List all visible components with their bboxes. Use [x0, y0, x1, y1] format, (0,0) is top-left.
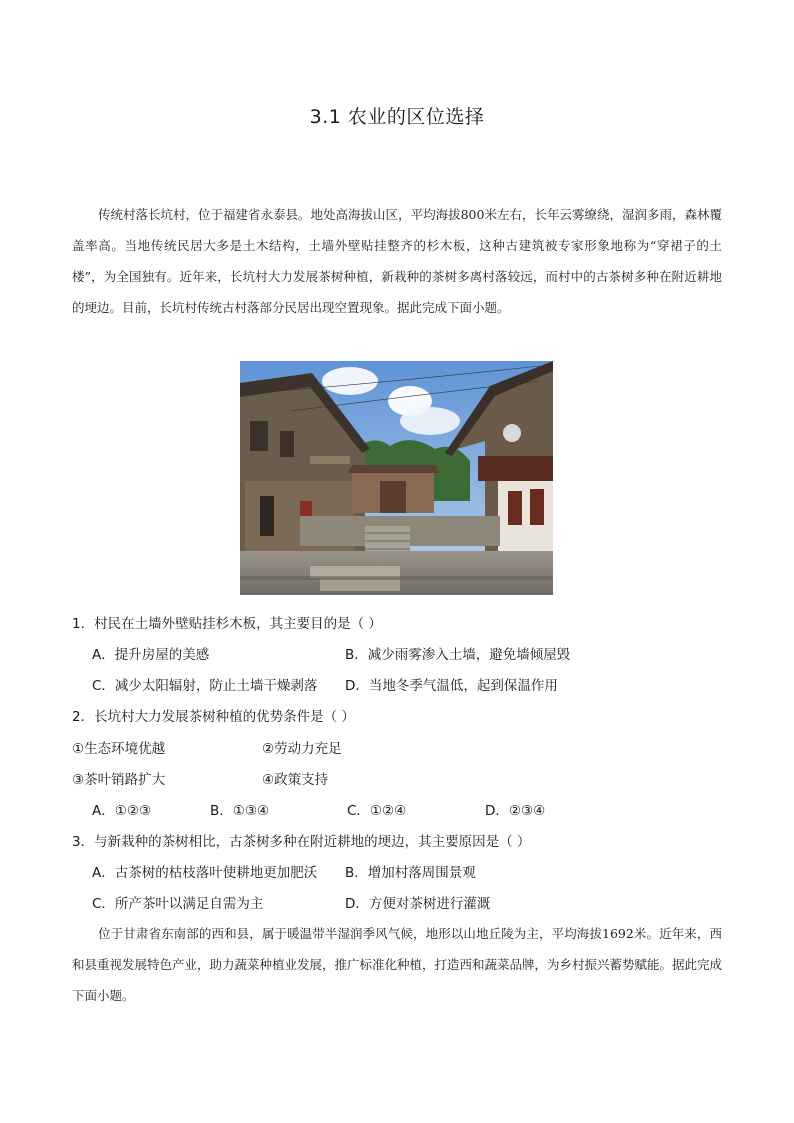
page-title: 3.1 农业的区位选择 [309, 106, 485, 128]
q2-option-a[interactable]: A．①②③ [92, 803, 152, 819]
q1-stem: 1．村民在土墙外壁贴挂杉木板，其主要目的是（ ） [72, 616, 382, 632]
q3-stem: 3．与新栽种的茶树相比，古茶树多种在附近耕地的埂边，其主要原因是（ ） [72, 834, 531, 850]
passage-xihe [72, 918, 722, 1011]
passage-xihe-text: 位于甘肃省东南部的西和县，属于暖温带半湿润季风气候，地形以山地丘陵为主，平均海拔1692米。近年来，西和县重视发展特色产业，助力蔬菜种植业发展，推广标准化种植，打造西和蔬菜品牌，为乡村振兴蓄势赋能。据此完成下面小题。 [72, 926, 723, 1003]
q1-option-c[interactable]: C．减少太阳辐射，防止土墙干燥剥落 [92, 678, 318, 694]
q2-option-d[interactable]: D．②③④ [485, 803, 546, 819]
q2-option-b[interactable]: B．①③④ [210, 803, 270, 819]
q2-option-c[interactable]: C．①②④ [347, 803, 407, 819]
q3-option-d[interactable]: D．方便对茶树进行灌溉 [345, 896, 491, 912]
q1-option-a[interactable]: A．提升房屋的美感 [92, 647, 210, 663]
q3-option-c[interactable]: C．所产茶叶以满足自需为主 [92, 896, 264, 912]
q3-option-b[interactable]: B．增加村落周围景观 [345, 865, 476, 881]
q1-option-b[interactable]: B．减少雨雾渗入土墙，避免墙倾屋毁 [345, 647, 571, 663]
passage-changkeng [72, 199, 722, 323]
passage-changkeng-text: 传统村落长坑村，位于福建省永泰县。地处高海拔山区，平均海拔800米左右，长年云雾缭绕，湿润多雨，森林覆盖率高。当地传统民居大多是土木结构，土墙外壁贴挂整齐的杉木板，这种古建筑被专家形象地称为“穿裙子的土楼”，为全国独有。近年来，长坑村大力发展茶树种植，新栽种的茶树多离村落较远，而村中的古茶树多种在附近耕地的埂边。目前，长坑村传统古村落部分民居出现空置现象。据此完成下面小题。 [72, 207, 722, 315]
q2-statement-4: ④政策支持 [262, 772, 329, 788]
village-photo [240, 361, 553, 595]
q3-option-a[interactable]: A．古茶树的枯枝落叶使耕地更加肥沃 [92, 865, 318, 881]
q2-statement-2: ②劳动力充足 [262, 741, 342, 757]
q1-option-d[interactable]: D．当地冬季气温低，起到保温作用 [345, 678, 558, 694]
q2-statement-3: ③茶叶销路扩大 [72, 772, 166, 788]
q2-stem: 2．长坑村大力发展茶树种植的优势条件是（ ） [72, 709, 355, 725]
q2-statement-1: ①生态环境优越 [72, 741, 166, 757]
